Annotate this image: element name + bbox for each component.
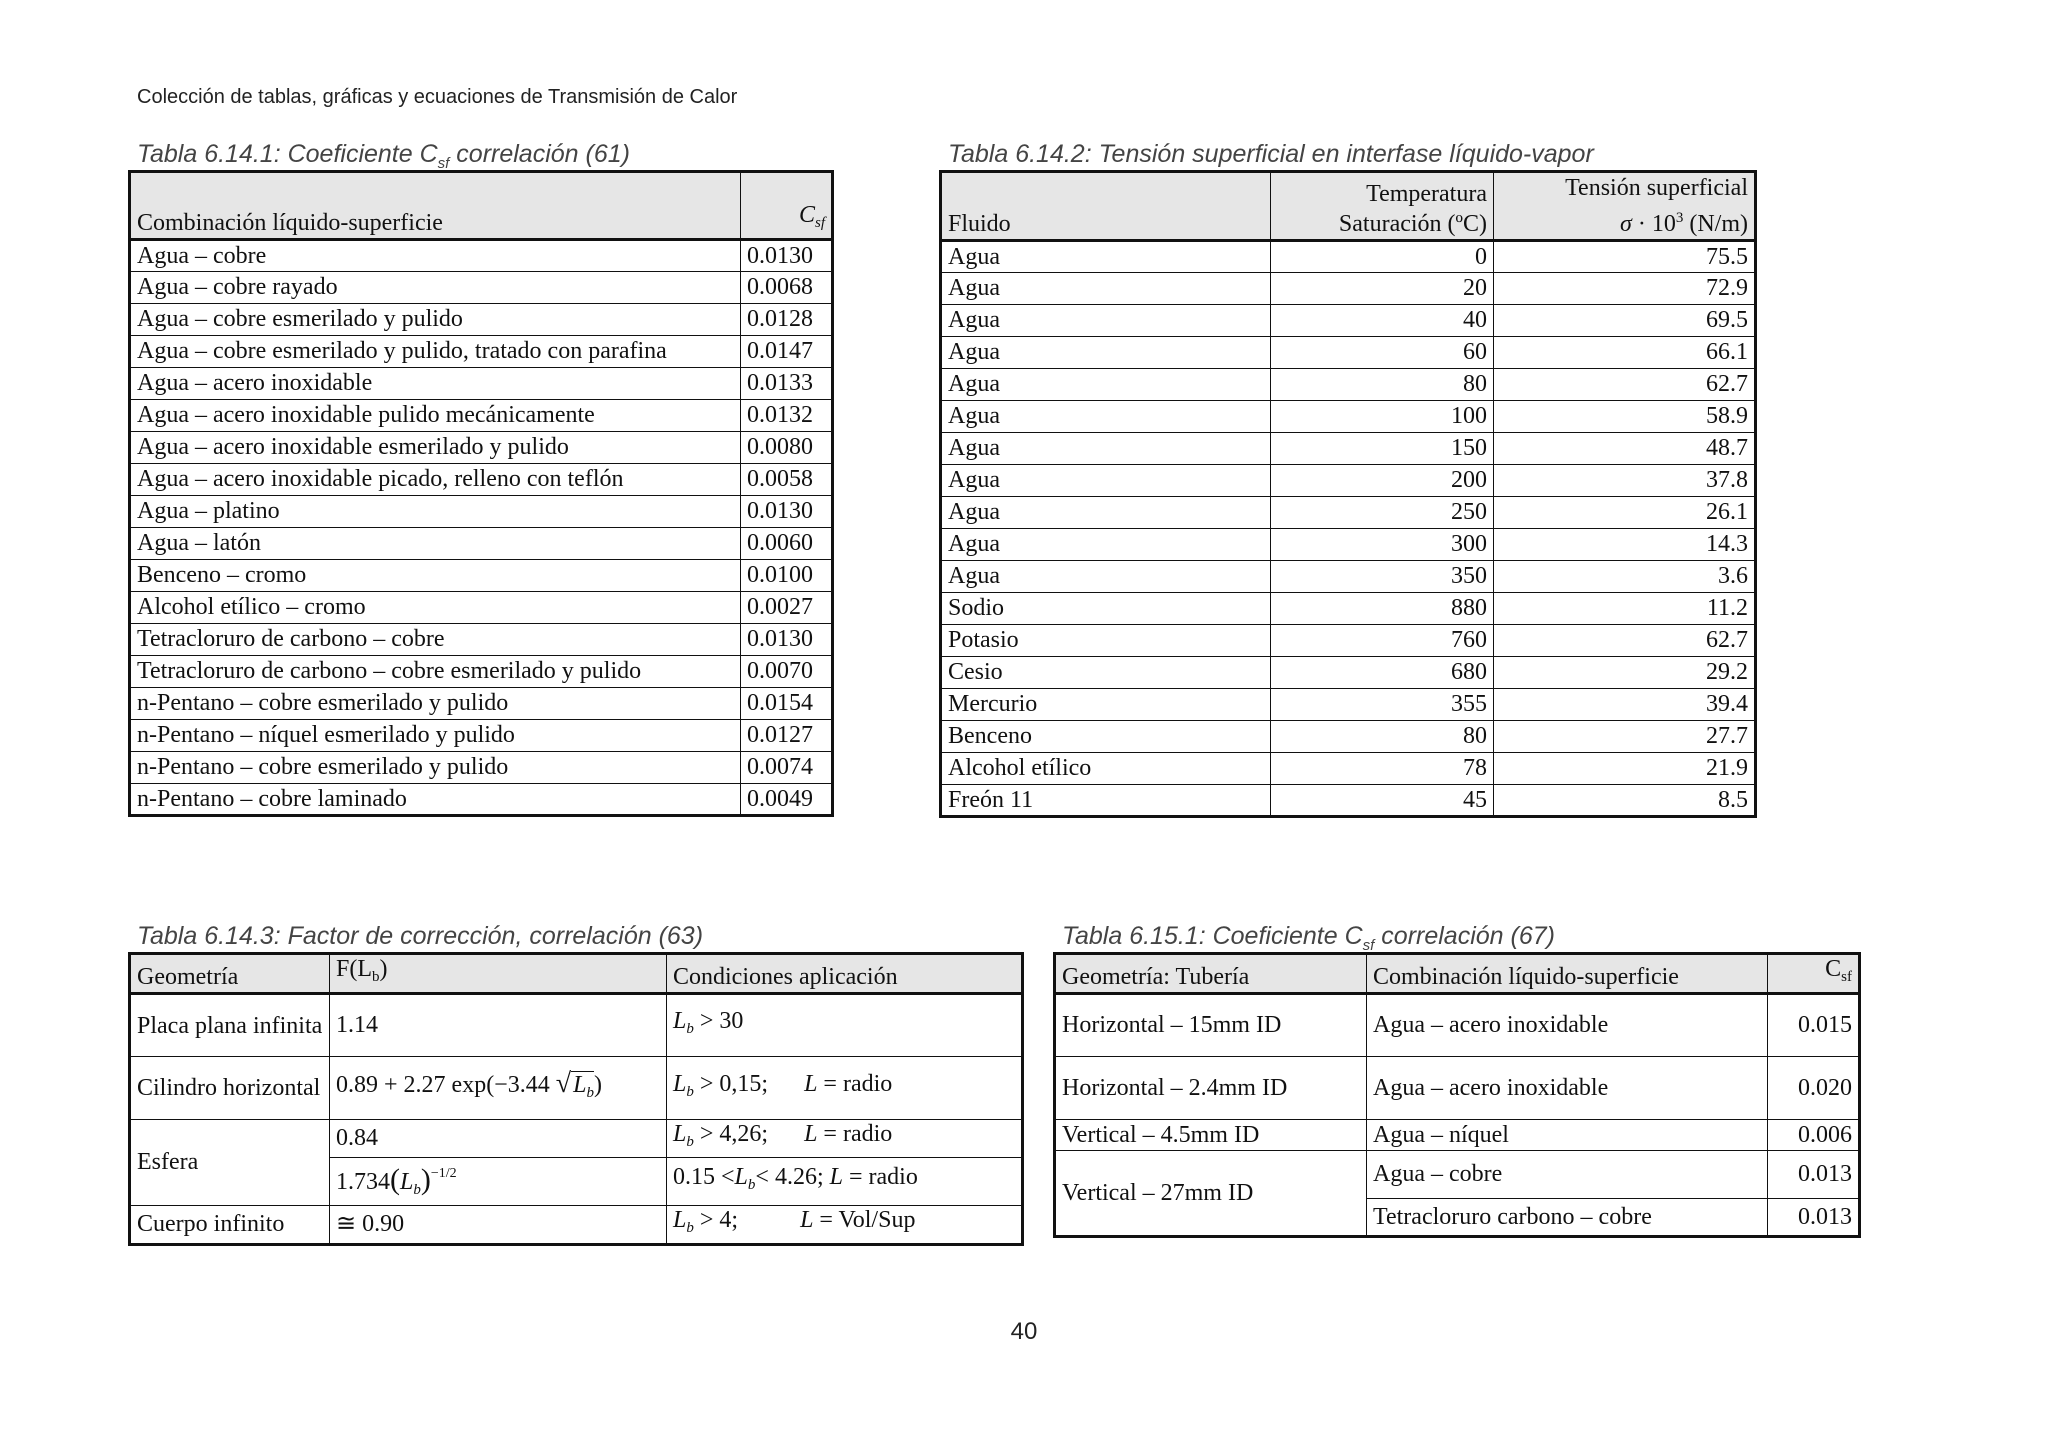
table2-tension-cell: 11.2 <box>1494 593 1756 625</box>
table1-csf-cell: 0.0130 <box>741 496 833 528</box>
table2-fluido-cell: Agua <box>941 305 1271 337</box>
table4-geom: Horizontal – 15mm ID <box>1055 994 1367 1057</box>
table-row <box>941 561 1756 593</box>
table2-fluido-cell: Potasio <box>941 625 1271 657</box>
table2 <box>939 170 1757 818</box>
table3-geom-esfera: Esfera <box>130 1120 330 1206</box>
table1-csf-cell: 0.0070 <box>741 656 833 688</box>
table-row <box>941 753 1756 785</box>
table-row <box>941 529 1756 561</box>
table2-temp-cell: 78 <box>1271 753 1494 785</box>
table-row <box>941 369 1756 401</box>
table2-tension-cell: 3.6 <box>1494 561 1756 593</box>
table1-combination-cell: Tetracloruro de carbono – cobre esmerilado y pulido <box>130 656 741 688</box>
table1-csf-cell: 0.0058 <box>741 464 833 496</box>
table4-header-combinacion: Combinación líquido-superficie <box>1367 954 1768 994</box>
table-row <box>130 368 833 400</box>
table1-combination-cell: Agua – acero inoxidable <box>130 368 741 400</box>
table-row <box>941 337 1756 369</box>
table2-tension-cell: 62.7 <box>1494 625 1756 657</box>
table2-tension-cell: 48.7 <box>1494 433 1756 465</box>
table2-temp-cell: 250 <box>1271 497 1494 529</box>
table2-fluido-cell: Cesio <box>941 657 1271 689</box>
table2-temp-cell: 150 <box>1271 433 1494 465</box>
table3-header-row <box>130 954 1023 994</box>
table-row <box>130 272 833 304</box>
table1-combination-cell: Alcohol etílico – cromo <box>130 592 741 624</box>
table2-tension-cell: 66.1 <box>1494 337 1756 369</box>
table1-combination-cell: Tetracloruro de carbono – cobre <box>130 624 741 656</box>
table1-combination-cell: Agua – acero inoxidable esmerilado y pulido <box>130 432 741 464</box>
table-row <box>130 592 833 624</box>
table2-body <box>941 241 1756 817</box>
table3-f-esfera-1: 0.84 <box>330 1120 667 1158</box>
table-row <box>130 400 833 432</box>
table-row <box>130 624 833 656</box>
table2-temp-cell: 80 <box>1271 369 1494 401</box>
table4-header-row <box>1055 954 1860 994</box>
table1-body <box>130 240 833 816</box>
table3-f-esfera-2: $1.734(L_b)^{-1/2}$ <box>330 1158 667 1206</box>
table4-geom: Vertical – 4.5mm ID <box>1055 1120 1367 1151</box>
table2-header-tension: Tensión superficial $\sigma \cdot 10^3$ (N/m) <box>1494 172 1756 241</box>
table4-c: 0.020 <box>1768 1057 1860 1120</box>
table-row <box>130 432 833 464</box>
table-row <box>941 689 1756 721</box>
table4-caption: Tabla 6.15.1: Coeficiente $C_{sf}$ correlación (67) <box>1062 922 1555 954</box>
table2-temp-cell: 45 <box>1271 785 1494 817</box>
table3-row-cuerpo <box>130 1206 1023 1245</box>
table-row <box>941 497 1756 529</box>
table4-comb: Tetracloruro carbono – cobre <box>1367 1199 1768 1237</box>
table2-caption: Tabla 6.14.2: Tensión superficial en interfase líquido-vapor <box>948 140 1594 168</box>
table1-combination-cell: n-Pentano – cobre laminado <box>130 784 741 816</box>
table4-c: 0.013 <box>1768 1199 1860 1237</box>
table2-fluido-cell: Benceno <box>941 721 1271 753</box>
table3-cond-placa: $L_b > 30$ <box>667 994 1023 1057</box>
table2-tension-cell: 14.3 <box>1494 529 1756 561</box>
table2-tension-cell: 69.5 <box>1494 305 1756 337</box>
table2-tension-cell: 72.9 <box>1494 273 1756 305</box>
table2-fluido-cell: Mercurio <box>941 689 1271 721</box>
table2-fluido-cell: Agua <box>941 529 1271 561</box>
table2-temp-cell: 355 <box>1271 689 1494 721</box>
page-number: 40 <box>1010 1318 1038 1345</box>
table2-temp-cell: 880 <box>1271 593 1494 625</box>
table1-combination-cell: Benceno – cromo <box>130 560 741 592</box>
table2-fluido-cell: Alcohol etílico <box>941 753 1271 785</box>
table-row <box>941 625 1756 657</box>
table2-fluido-cell: Agua <box>941 273 1271 305</box>
table1-combination-cell: Agua – latón <box>130 528 741 560</box>
table2-temp-cell: 40 <box>1271 305 1494 337</box>
table2-temp-cell: 20 <box>1271 273 1494 305</box>
table2-temp-cell: 80 <box>1271 721 1494 753</box>
table3-cond-esfera-1: $L_b > 4,26$; L = radio <box>667 1120 1023 1158</box>
table1-csf-cell: 0.0080 <box>741 432 833 464</box>
table1-combination-cell: Agua – cobre <box>130 240 741 272</box>
table1-combination-cell: n-Pentano – cobre esmerilado y pulido <box>130 752 741 784</box>
table4-row-3 <box>1055 1120 1860 1151</box>
table4-c: 0.015 <box>1768 994 1860 1057</box>
table3-geom-cilindro: Cilindro horizontal <box>130 1057 330 1120</box>
table-row <box>941 465 1756 497</box>
table2-temp-cell: 300 <box>1271 529 1494 561</box>
table4-c: 0.006 <box>1768 1120 1860 1151</box>
table-row <box>130 336 833 368</box>
table1-header-csf: $C_{sf}$ <box>741 172 833 240</box>
table-row <box>130 240 833 272</box>
table4-comb: Agua – acero inoxidable <box>1367 1057 1768 1120</box>
table1-csf-cell: 0.0132 <box>741 400 833 432</box>
table2-fluido-cell: Agua <box>941 337 1271 369</box>
table2-fluido-cell: Agua <box>941 561 1271 593</box>
table-row <box>130 784 833 816</box>
table3-geom-placa: Placa plana infinita <box>130 994 330 1057</box>
table-row <box>130 528 833 560</box>
table4-header-geometria: Geometría: Tubería <box>1055 954 1367 994</box>
table2-fluido-cell: Agua <box>941 369 1271 401</box>
table3-row-placa <box>130 994 1023 1057</box>
table1-csf-cell: 0.0154 <box>741 688 833 720</box>
table1-csf-cell: 0.0133 <box>741 368 833 400</box>
table-row <box>941 401 1756 433</box>
table1-combination-cell: Agua – acero inoxidable picado, relleno con teflón <box>130 464 741 496</box>
table-row <box>130 720 833 752</box>
table3-header-geometria: Geometría <box>130 954 330 994</box>
table1-csf-cell: 0.0060 <box>741 528 833 560</box>
table4-comb: Agua – níquel <box>1367 1120 1768 1151</box>
table2-header-fluido: Fluido <box>941 172 1271 241</box>
table1-combination-cell: n-Pentano – níquel esmerilado y pulido <box>130 720 741 752</box>
table2-temp-cell: 680 <box>1271 657 1494 689</box>
table3-geom-cuerpo: Cuerpo infinito <box>130 1206 330 1245</box>
table3-caption: Tabla 6.14.3: Factor de corrección, correlación (63) <box>137 922 704 950</box>
table-row <box>130 656 833 688</box>
table1 <box>128 170 834 817</box>
table1-combination-cell: Agua – cobre rayado <box>130 272 741 304</box>
table3-row-esfera-1 <box>130 1120 1023 1158</box>
table4-c: 0.013 <box>1768 1151 1860 1199</box>
table2-tension-cell: 8.5 <box>1494 785 1756 817</box>
table2-fluido-cell: Agua <box>941 401 1271 433</box>
table4-geom: Vertical – 27mm ID <box>1055 1151 1367 1237</box>
table1-combination-cell: Agua – platino <box>130 496 741 528</box>
table1-csf-cell: 0.0068 <box>741 272 833 304</box>
table-row <box>130 688 833 720</box>
table-row <box>941 273 1756 305</box>
table3-cond-cuerpo: $L_b > 4$; L = Vol/Sup <box>667 1206 1023 1245</box>
table4-geom: Horizontal – 2.4mm ID <box>1055 1057 1367 1120</box>
page-header: Colección de tablas, gráficas y ecuaciones de Transmisión de Calor <box>137 86 738 108</box>
table-row <box>130 496 833 528</box>
table1-combination-cell: n-Pentano – cobre esmerilado y pulido <box>130 688 741 720</box>
table2-tension-cell: 26.1 <box>1494 497 1756 529</box>
table2-tension-cell: 58.9 <box>1494 401 1756 433</box>
table2-tension-cell: 75.5 <box>1494 241 1756 273</box>
table1-csf-cell: 0.0100 <box>741 560 833 592</box>
table1-csf-cell: 0.0130 <box>741 624 833 656</box>
table-row <box>130 752 833 784</box>
table1-header-row <box>130 172 833 240</box>
table4-comb: Agua – cobre <box>1367 1151 1768 1199</box>
table2-tension-cell: 21.9 <box>1494 753 1756 785</box>
table2-header-temp: Temperatura Saturación (ºC) <box>1271 172 1494 241</box>
table3-cond-cilindro: $L_b > 0,15$; L = radio <box>667 1057 1023 1120</box>
table1-csf-cell: 0.0127 <box>741 720 833 752</box>
table1-caption: Tabla 6.14.1: Coeficiente $C_{sf}$ correlación (61) <box>137 140 630 172</box>
table-row <box>941 433 1756 465</box>
table4-header-csf: $C_{sf}$ <box>1768 954 1860 994</box>
table2-fluido-cell: Agua <box>941 241 1271 273</box>
table3-f-cilindro: 0.89 + 2.27 exp(−3.44 $√L_b$) <box>330 1057 667 1120</box>
table2-temp-cell: 60 <box>1271 337 1494 369</box>
table3-header-f: $F(L_b)$ <box>330 954 667 994</box>
table-row <box>941 785 1756 817</box>
table2-fluido-cell: Agua <box>941 497 1271 529</box>
table-row <box>941 593 1756 625</box>
table3 <box>128 952 1024 1246</box>
table3-row-cilindro <box>130 1057 1023 1120</box>
table-row <box>130 304 833 336</box>
table3-header-condiciones: Condiciones aplicación <box>667 954 1023 994</box>
table-row <box>941 305 1756 337</box>
table2-tension-cell: 62.7 <box>1494 369 1756 401</box>
table1-csf-cell: 0.0049 <box>741 784 833 816</box>
table1-csf-cell: 0.0147 <box>741 336 833 368</box>
table2-temp-cell: 350 <box>1271 561 1494 593</box>
table2-tension-cell: 37.8 <box>1494 465 1756 497</box>
table2-fluido-cell: Agua <box>941 465 1271 497</box>
table4 <box>1053 952 1861 1238</box>
table2-tension-cell: 29.2 <box>1494 657 1756 689</box>
table-row <box>941 657 1756 689</box>
table3-cond-esfera-2: $0.15 <L_b< 4.26$; L = radio <box>667 1158 1023 1206</box>
table1-combination-cell: Agua – cobre esmerilado y pulido, tratado con parafina <box>130 336 741 368</box>
table-row <box>130 560 833 592</box>
table4-row-2 <box>1055 1057 1860 1120</box>
table2-tension-cell: 27.7 <box>1494 721 1756 753</box>
table2-header-row <box>941 172 1756 241</box>
table-row <box>130 464 833 496</box>
table4-comb: Agua – acero inoxidable <box>1367 994 1768 1057</box>
table3-f-placa: 1.14 <box>330 994 667 1057</box>
table-row <box>941 721 1756 753</box>
table1-csf-cell: 0.0027 <box>741 592 833 624</box>
table3-f-cuerpo: ≅ 0.90 <box>330 1206 667 1245</box>
table1-csf-cell: 0.0074 <box>741 752 833 784</box>
table2-temp-cell: 0 <box>1271 241 1494 273</box>
table1-csf-cell: 0.0130 <box>741 240 833 272</box>
table-row <box>941 241 1756 273</box>
table1-combination-cell: Agua – acero inoxidable pulido mecánicamente <box>130 400 741 432</box>
table2-temp-cell: 100 <box>1271 401 1494 433</box>
table2-fluido-cell: Sodio <box>941 593 1271 625</box>
table2-temp-cell: 200 <box>1271 465 1494 497</box>
table2-fluido-cell: Agua <box>941 433 1271 465</box>
table2-temp-cell: 760 <box>1271 625 1494 657</box>
table2-tension-cell: 39.4 <box>1494 689 1756 721</box>
table2-fluido-cell: Freón 11 <box>941 785 1271 817</box>
table4-row-4 <box>1055 1151 1860 1199</box>
table1-csf-cell: 0.0128 <box>741 304 833 336</box>
table4-row-1 <box>1055 994 1860 1057</box>
table1-header-combination: Combinación líquido-superficie <box>130 172 741 240</box>
table1-combination-cell: Agua – cobre esmerilado y pulido <box>130 304 741 336</box>
